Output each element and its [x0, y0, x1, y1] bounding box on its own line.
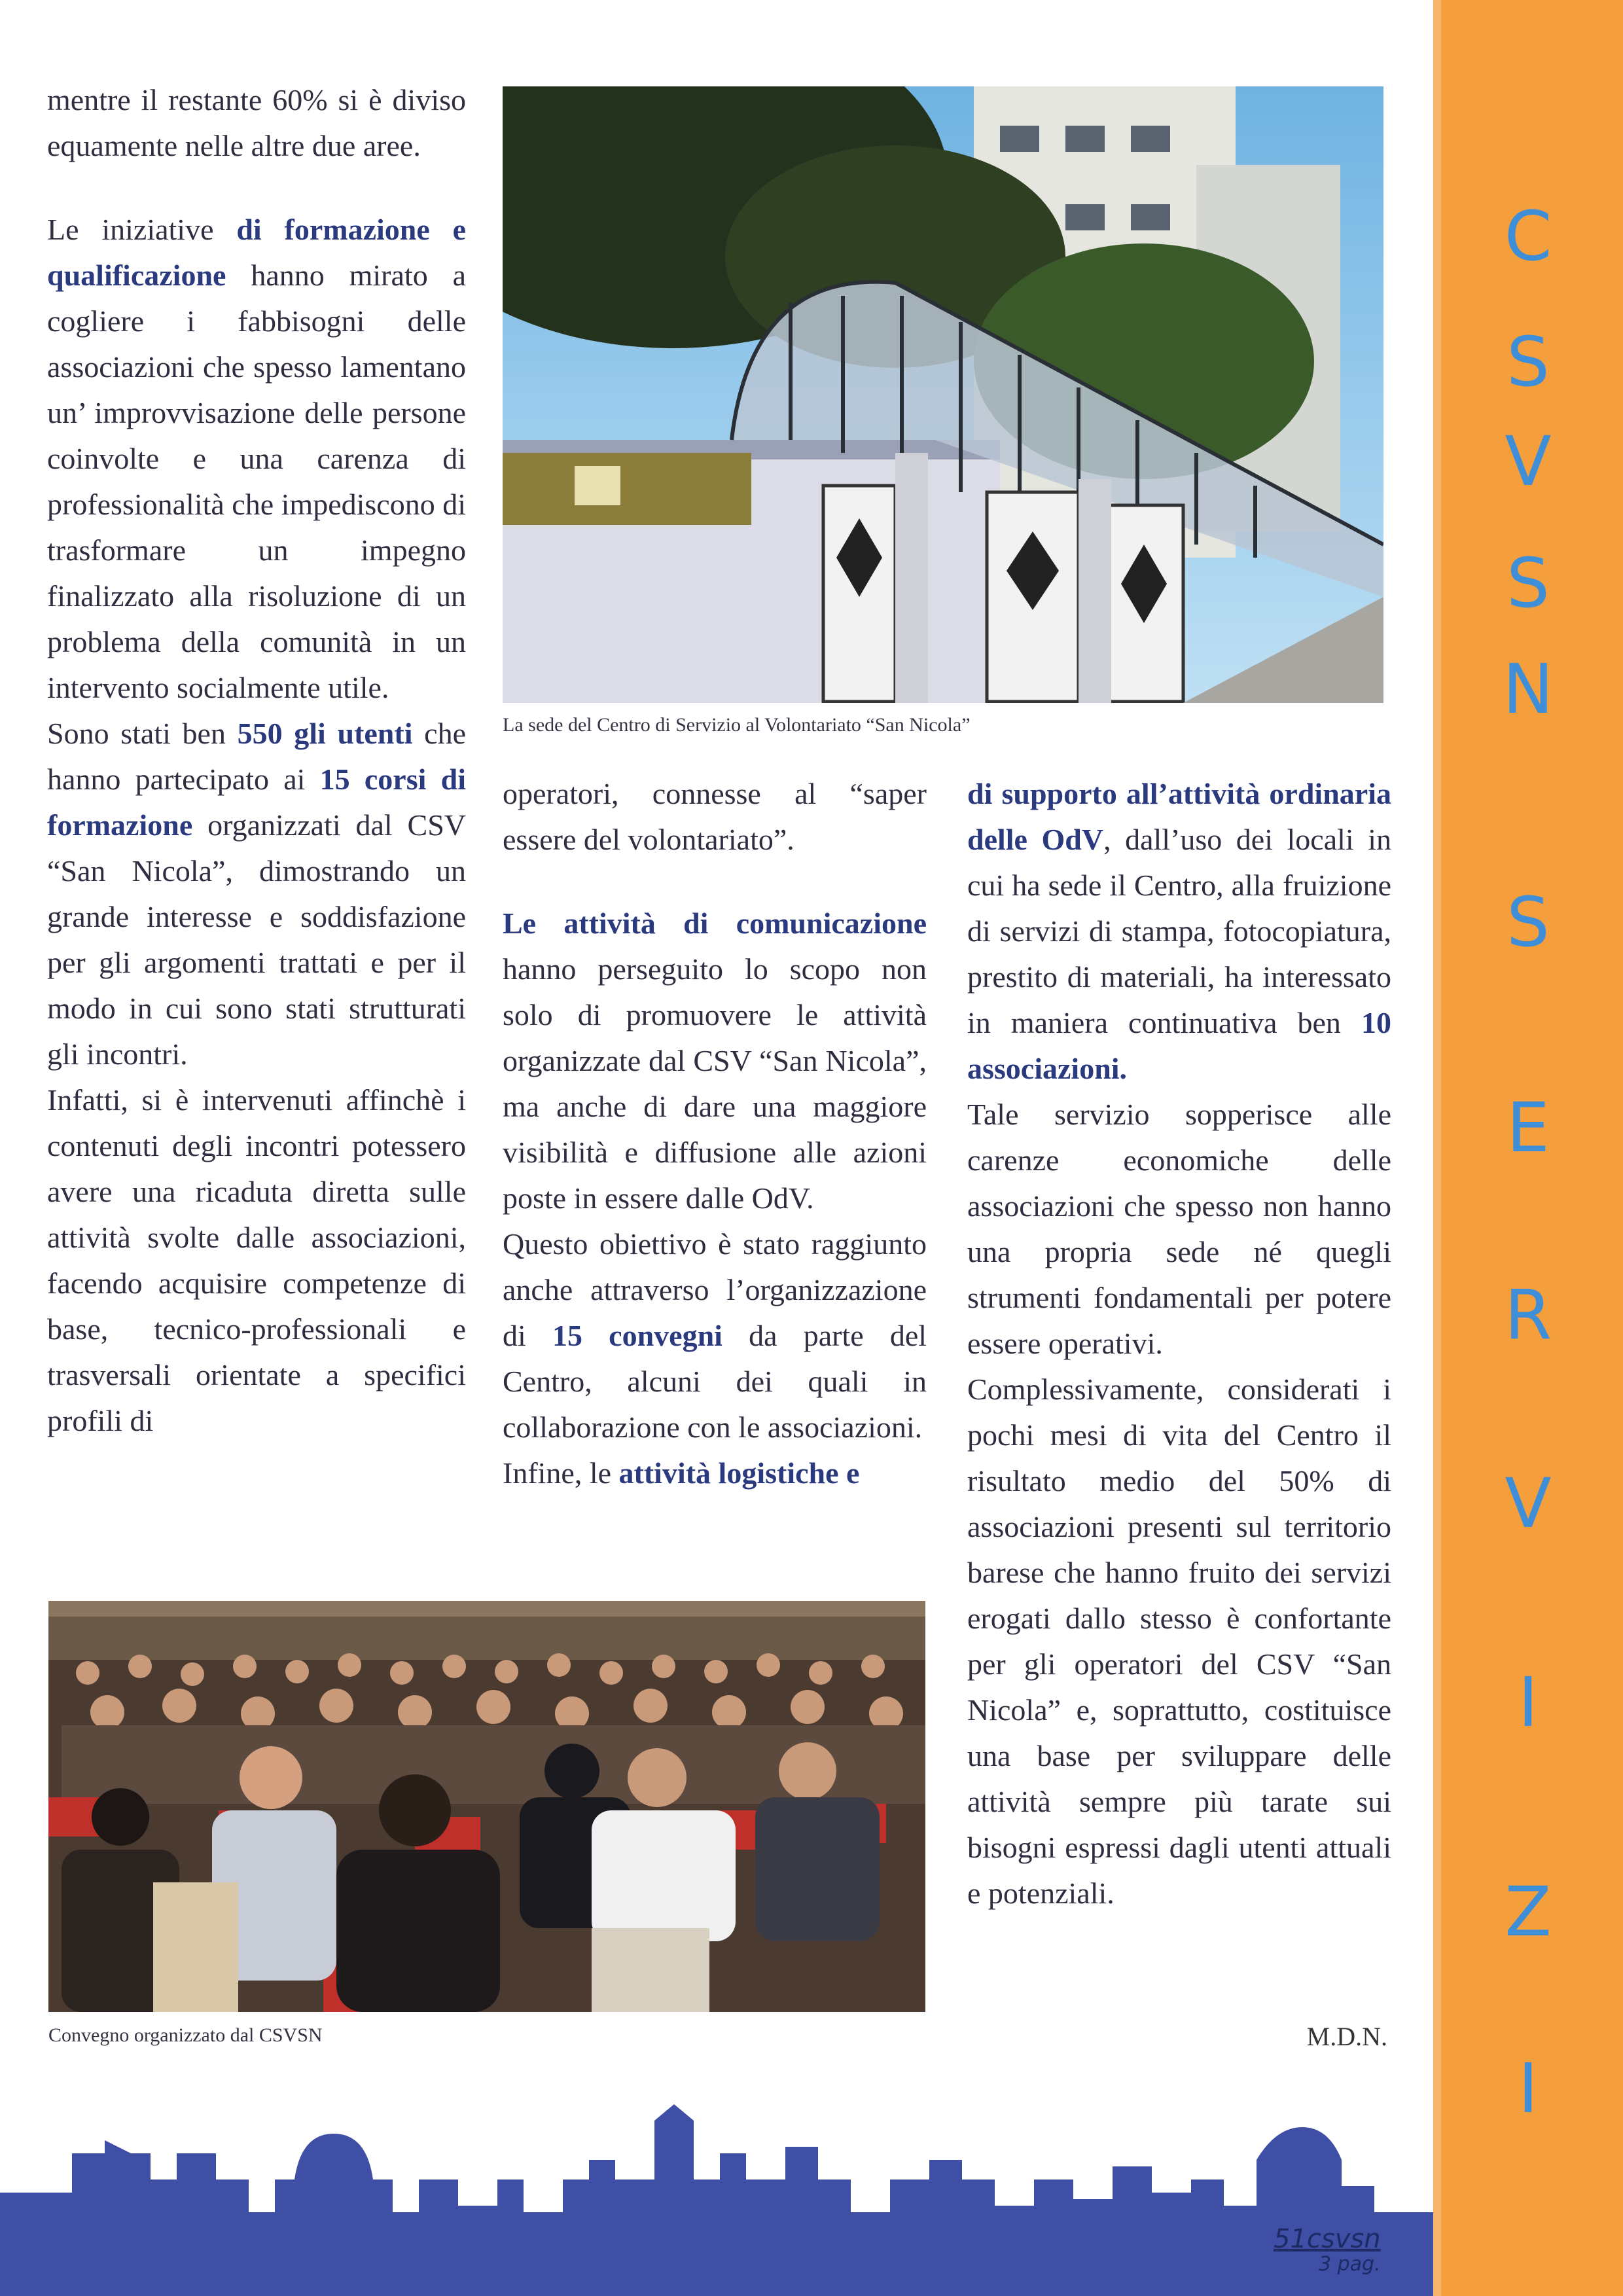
sidebar-letter: S — [1506, 882, 1550, 962]
city-skyline-graphic — [0, 2081, 1433, 2296]
paragraph: Infatti, si è intervenuti affinchè i contenuti degli incontri potessero avere una ricaduta diretta sulle attività svolte dalle associazioni, facendo acquisire competenze di base, tecnico-professionali e trasversali orientate a specifici profili di — [47, 1083, 466, 1437]
sidebar-letter: S — [1506, 322, 1550, 402]
paragraph: Sono stati ben 550 gli utenti che hanno partecipato ai 15 corsi di formazione organizzati dal CSV “San Nicola”, dimostrando un grande interesse e soddisfazione per gli argomenti trattati e per il modo in cui sono stati strutturati gli incontri. — [47, 717, 466, 1071]
sidebar-letter: I — [1518, 1662, 1539, 1742]
paragraph: Questo obiettivo è stato raggiunto anche attraverso l’organizzazione di 15 convegni da parte del Centro, alcuni dei quali in collaborazione con le associazioni. — [503, 1227, 927, 1444]
photo-csv-headquarters — [503, 86, 1383, 703]
sidebar-letter: C — [1504, 196, 1552, 276]
paragraph: operatori, connesse al “saper essere del volontariato”. — [503, 777, 927, 856]
page-number — [1274, 2224, 1381, 2276]
text-column-2 — [503, 771, 927, 1496]
paragraph: mentre il restante 60% si è diviso equamente nelle altre due aree. — [47, 83, 466, 162]
sidebar-letter: V — [1505, 422, 1552, 501]
paragraph: di supporto all’attività ordinaria delle OdV, dall’uso dei locali in cui ha sede il Centro, alla fruizione di servizi di stampa, fotocopiatura, prestito di materiali, ha interessato in maniera continuativa ben 10 associazioni. — [967, 777, 1391, 1085]
paragraph: Infine, le attività logistiche e — [503, 1456, 860, 1490]
page-note: 3 pag. — [1318, 2253, 1381, 2276]
paragraph: Tale servizio sopperisce alle carenze economiche delle associazioni che spesso non hanno una propria sede né quegli strumenti fondamentali per potere essere operativi. — [967, 1098, 1391, 1360]
sidebar-letter: S — [1506, 543, 1550, 623]
sidebar-letter: R — [1504, 1275, 1552, 1355]
paragraph: Le iniziative di formazione e qualificazione hanno mirato a cogliere i fabbisogni delle associazioni che spesso lamentano un’ improvvisazione delle persone coinvolte e una carenza di professionalità che impediscono di trasformare un impegno finalizzato alla risoluzione di un problema della comunità in un intervento socialmente utile. — [47, 213, 467, 704]
paragraph: Complessivamente, considerati i pochi mesi di vita del Centro il risultato medio del 50% di associazioni presenti sul territorio barese che hanno fruito dei servizi erogati dallo stesso è confortante per gli operatori del CSV “San Nicola” e, soprattutto, costituisce una base per sviluppare delle attività sempre più tarate sui bisogni espressi dagli utenti attuali e potenziali. — [967, 1372, 1391, 1910]
photo-caption-top: La sede del Centro di Servizio al Volontariato “San Nicola” — [503, 714, 971, 736]
paragraph: Le attività di comunicazione hanno perseguito lo scopo non solo di promuovere le attività organizzate dal CSV “San Nicola”, ma anche di dare una maggiore visibilità e diffusione alle azioni poste in essere dalle OdV. — [503, 906, 927, 1215]
sidebar-letter: E — [1507, 1088, 1550, 1168]
text-column-3 — [967, 771, 1391, 1916]
photo-caption-bottom: Convegno organizzato dal CSVSN — [48, 2024, 323, 2046]
photo-conference-audience — [48, 1601, 925, 2012]
text-column-1 — [47, 77, 466, 1444]
author-signature: M.D.N. — [1306, 2022, 1387, 2051]
sidebar-letter: N — [1503, 649, 1554, 729]
sidebar-letter: V — [1505, 1463, 1552, 1543]
section-sidebar — [1433, 0, 1623, 2296]
page-number-label: 51csvsn — [1274, 2224, 1381, 2254]
sidebar-letter: I — [1518, 2049, 1539, 2128]
sidebar-letter: Z — [1505, 1872, 1552, 1952]
